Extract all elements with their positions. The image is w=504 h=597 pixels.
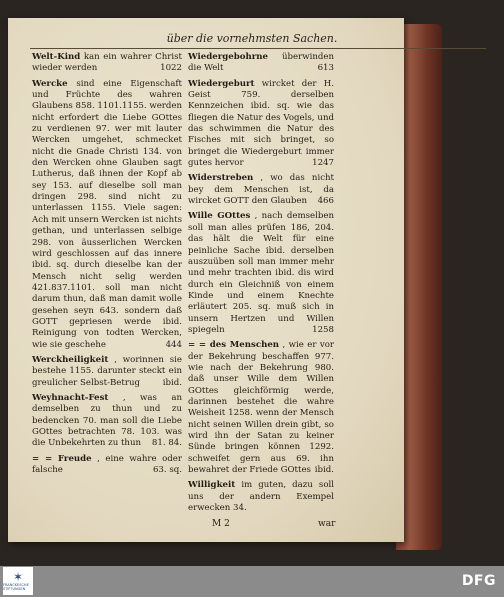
signature-mark: M 2	[212, 519, 230, 529]
index-entry	[188, 173, 334, 207]
entry-text: , wie er vor der Bekehrung beschaffen 977. wie nach der Bekehrung 980. daß unser Wille dem Willen GOttes gleichförmig werde, darinnen bestehet die wahre Weisheit 1258. wenn der Mensch nicht seinen Willen drein gibt, so wird ihn der Satan zu keiner Sünde bringen können 1292. schweifet gern aus 69. ihn bewahret der Friede GOttes	[188, 340, 334, 476]
entry-headword: Werckheiligkeit	[32, 354, 109, 365]
entry-text: sind eine Eigenschaft und Früchte des wahren Glaubens 858. 1101.1155. werden nicht erfordert die Liebe GOttes zu verdienen 97. wer mit lauter Wercken umgehet, schmecket nicht die Gnade Christi 134. von den Wercken ohne Glauben sagt Lutherus, daß ihnen der Kopf ab sey 153. auf dieselbe soll man dringen 298. sind nicht zu unterlassen 1155. Viele sagen: Ach mit unsern Wercken ist nichts gethan, und unterlassen selbige 298. von äusserlichen Wercken wird geschlossen auf das innere ibid. sq. durch dieselbe kan der Mensch nicht selig werden 421.837.1101. soll man nicht darum thun, daß man damit wolle gesehen seyn 643. sondern daß GOTT gepriesen werde ibid. Reinigung von todten Wercken, wie sie geschehe	[32, 78, 183, 350]
entry-headword: = = des Menschen	[188, 340, 280, 351]
entry-headword: Wercke	[32, 78, 68, 89]
running-head: über die vornehmsten Sachen.	[166, 32, 338, 45]
entry-text: , wo das nicht bey dem Menschen ist, da wircket GOTT den Glauben	[188, 173, 335, 207]
entry-page-ref: ibid.	[162, 377, 182, 388]
index-entry	[188, 211, 334, 336]
entry-headword: Wille GOttes	[188, 211, 251, 222]
index-entry	[188, 52, 334, 75]
entry-page-ref: 613	[317, 63, 334, 74]
entry-text: , nach demselben soll man alles prüfen 186, 204. das hält die Welt für eine peinliche Sache ibid. derselben auszuüben soll man immer mehr und mehr trachten ibid. dis wird durch ein Gleichniß von einem Kinde und einem Knechte erläutert 205. sq. muß sich in unsern Hertzen und Willen spiegeln	[188, 211, 334, 335]
index-column-left	[32, 52, 182, 480]
index-column-right	[188, 52, 334, 518]
index-entry	[188, 480, 334, 514]
sun-emblem-icon: ✶	[12, 570, 24, 584]
entry-headword: Willigkeit	[188, 480, 236, 491]
entry-page-ref: ibid.	[314, 465, 334, 476]
entry-text: , worinnen sie bestehe 1155. darunter steckt ein greulicher Selbst-Betrug	[32, 354, 182, 388]
header-rule	[30, 48, 486, 49]
catchword: war	[318, 519, 336, 529]
entry-headword: Wiedergeburt	[188, 78, 255, 89]
index-entry	[32, 393, 182, 450]
franckesche-stiftungen-logo[interactable]	[3, 567, 33, 595]
index-entry	[32, 355, 182, 389]
dfg-logo[interactable]: DFG	[461, 573, 496, 589]
entry-page-ref: 1022	[160, 63, 182, 74]
entry-text: im guten, dazu soll uns der andern Exempel erwecken 34.	[188, 480, 335, 514]
entry-page-ref: 466	[317, 196, 334, 207]
entry-page-ref: 81. 84.	[151, 438, 182, 449]
entry-text: wircket der H. Geist 759. derselben Kennzeichen ibid. sq. wie das fliegen die Natur des Vogels, und das schwimmen die Natur des Fisches mit sich bringet, so bringet die Wiedergeburt immer gutes hervor	[188, 78, 334, 169]
index-entry	[32, 454, 182, 477]
entry-headword: Weyhnacht-Fest	[32, 392, 109, 403]
index-entry	[32, 79, 182, 351]
entry-page-ref: 444	[165, 339, 182, 350]
index-entry	[32, 52, 182, 75]
entry-text: überwinden die Welt	[188, 52, 334, 74]
viewer-footer-bar	[0, 566, 504, 597]
index-entry	[188, 340, 334, 476]
entry-page-ref: 1247	[312, 158, 334, 169]
index-entry	[188, 79, 334, 170]
entry-headword: Welt-Kind	[32, 52, 81, 62]
entry-page-ref: 1258	[312, 324, 334, 335]
entry-text: , eine wahre oder falsche	[32, 453, 182, 476]
entry-page-ref: 63. sq.	[152, 465, 182, 476]
entry-headword: Wiedergebohrne	[188, 52, 268, 62]
entry-text: kan ein wahrer Christ wieder werden	[32, 52, 183, 74]
entry-text: , was an demselben zu thun und zu bedencken 70. man soll die Liebe GOttes betrachten 78. 103. was die Unbekehrten zu thun	[32, 392, 182, 449]
entry-headword: Widerstreben	[188, 173, 254, 184]
entry-headword: = = Freude	[32, 453, 92, 464]
logo-text: FRANCKESCHE STIFTUNGEN	[3, 583, 29, 591]
